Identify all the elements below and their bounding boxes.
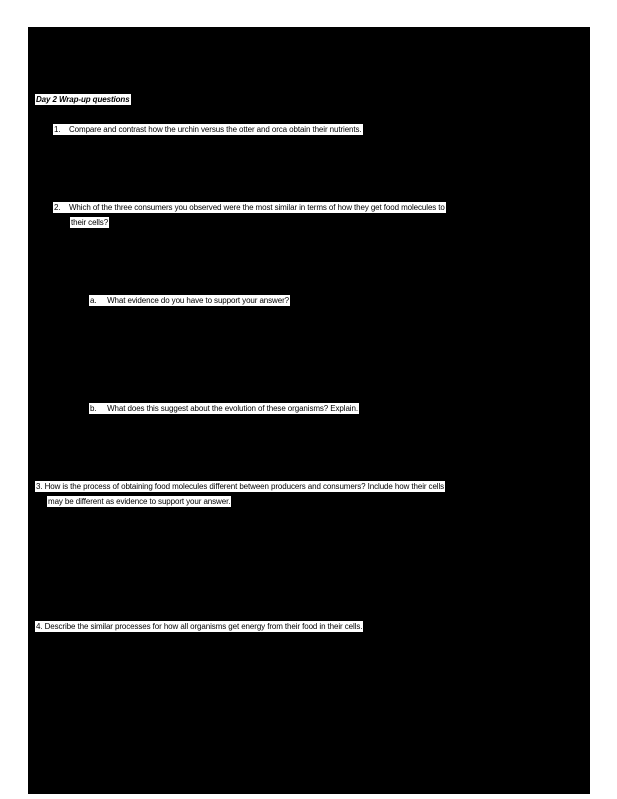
question-2b-letter: b.: [90, 404, 97, 413]
question-2a-letter: a.: [90, 296, 97, 305]
question-3-number: 3.: [36, 482, 43, 491]
document-title-text: Day 2 Wrap-up questions: [36, 95, 130, 104]
question-4-number: 4.: [36, 622, 43, 631]
document-page: [28, 27, 590, 794]
question-2b-text: What does this suggest about the evolution of these organisms? Explain.: [107, 404, 358, 413]
question-2-line-1: [53, 202, 446, 213]
question-3-line-2: [47, 496, 231, 507]
question-2-number: 2.: [54, 203, 61, 212]
question-1-number: 1.: [54, 125, 61, 134]
question-4: [35, 621, 363, 632]
question-2a-text: What evidence do you have to support your answer?: [107, 296, 289, 305]
question-1-text: Compare and contrast how the urchin versus the otter and orca obtain their nutrients.: [68, 125, 362, 134]
question-2-line-2: [70, 217, 109, 228]
question-2b: [89, 403, 359, 414]
question-4-text: Describe the similar processes for how all organisms get energy from their food in their cells.: [44, 622, 363, 631]
question-2-text-line-1: Which of the three consumers you observed were the most similar in terms of how they get food molecules to: [68, 203, 445, 212]
question-3-text-line-1: How is the process of obtaining food molecules different between producers and consumers? Include how their cells: [44, 482, 445, 491]
question-3-text-line-2: may be different as evidence to support your answer.: [48, 497, 231, 506]
question-1: [53, 124, 363, 135]
question-3-line-1: [35, 481, 445, 492]
document-title: [35, 94, 131, 105]
question-2a: [89, 295, 290, 306]
question-2-text-line-2: their cells?: [71, 218, 109, 227]
